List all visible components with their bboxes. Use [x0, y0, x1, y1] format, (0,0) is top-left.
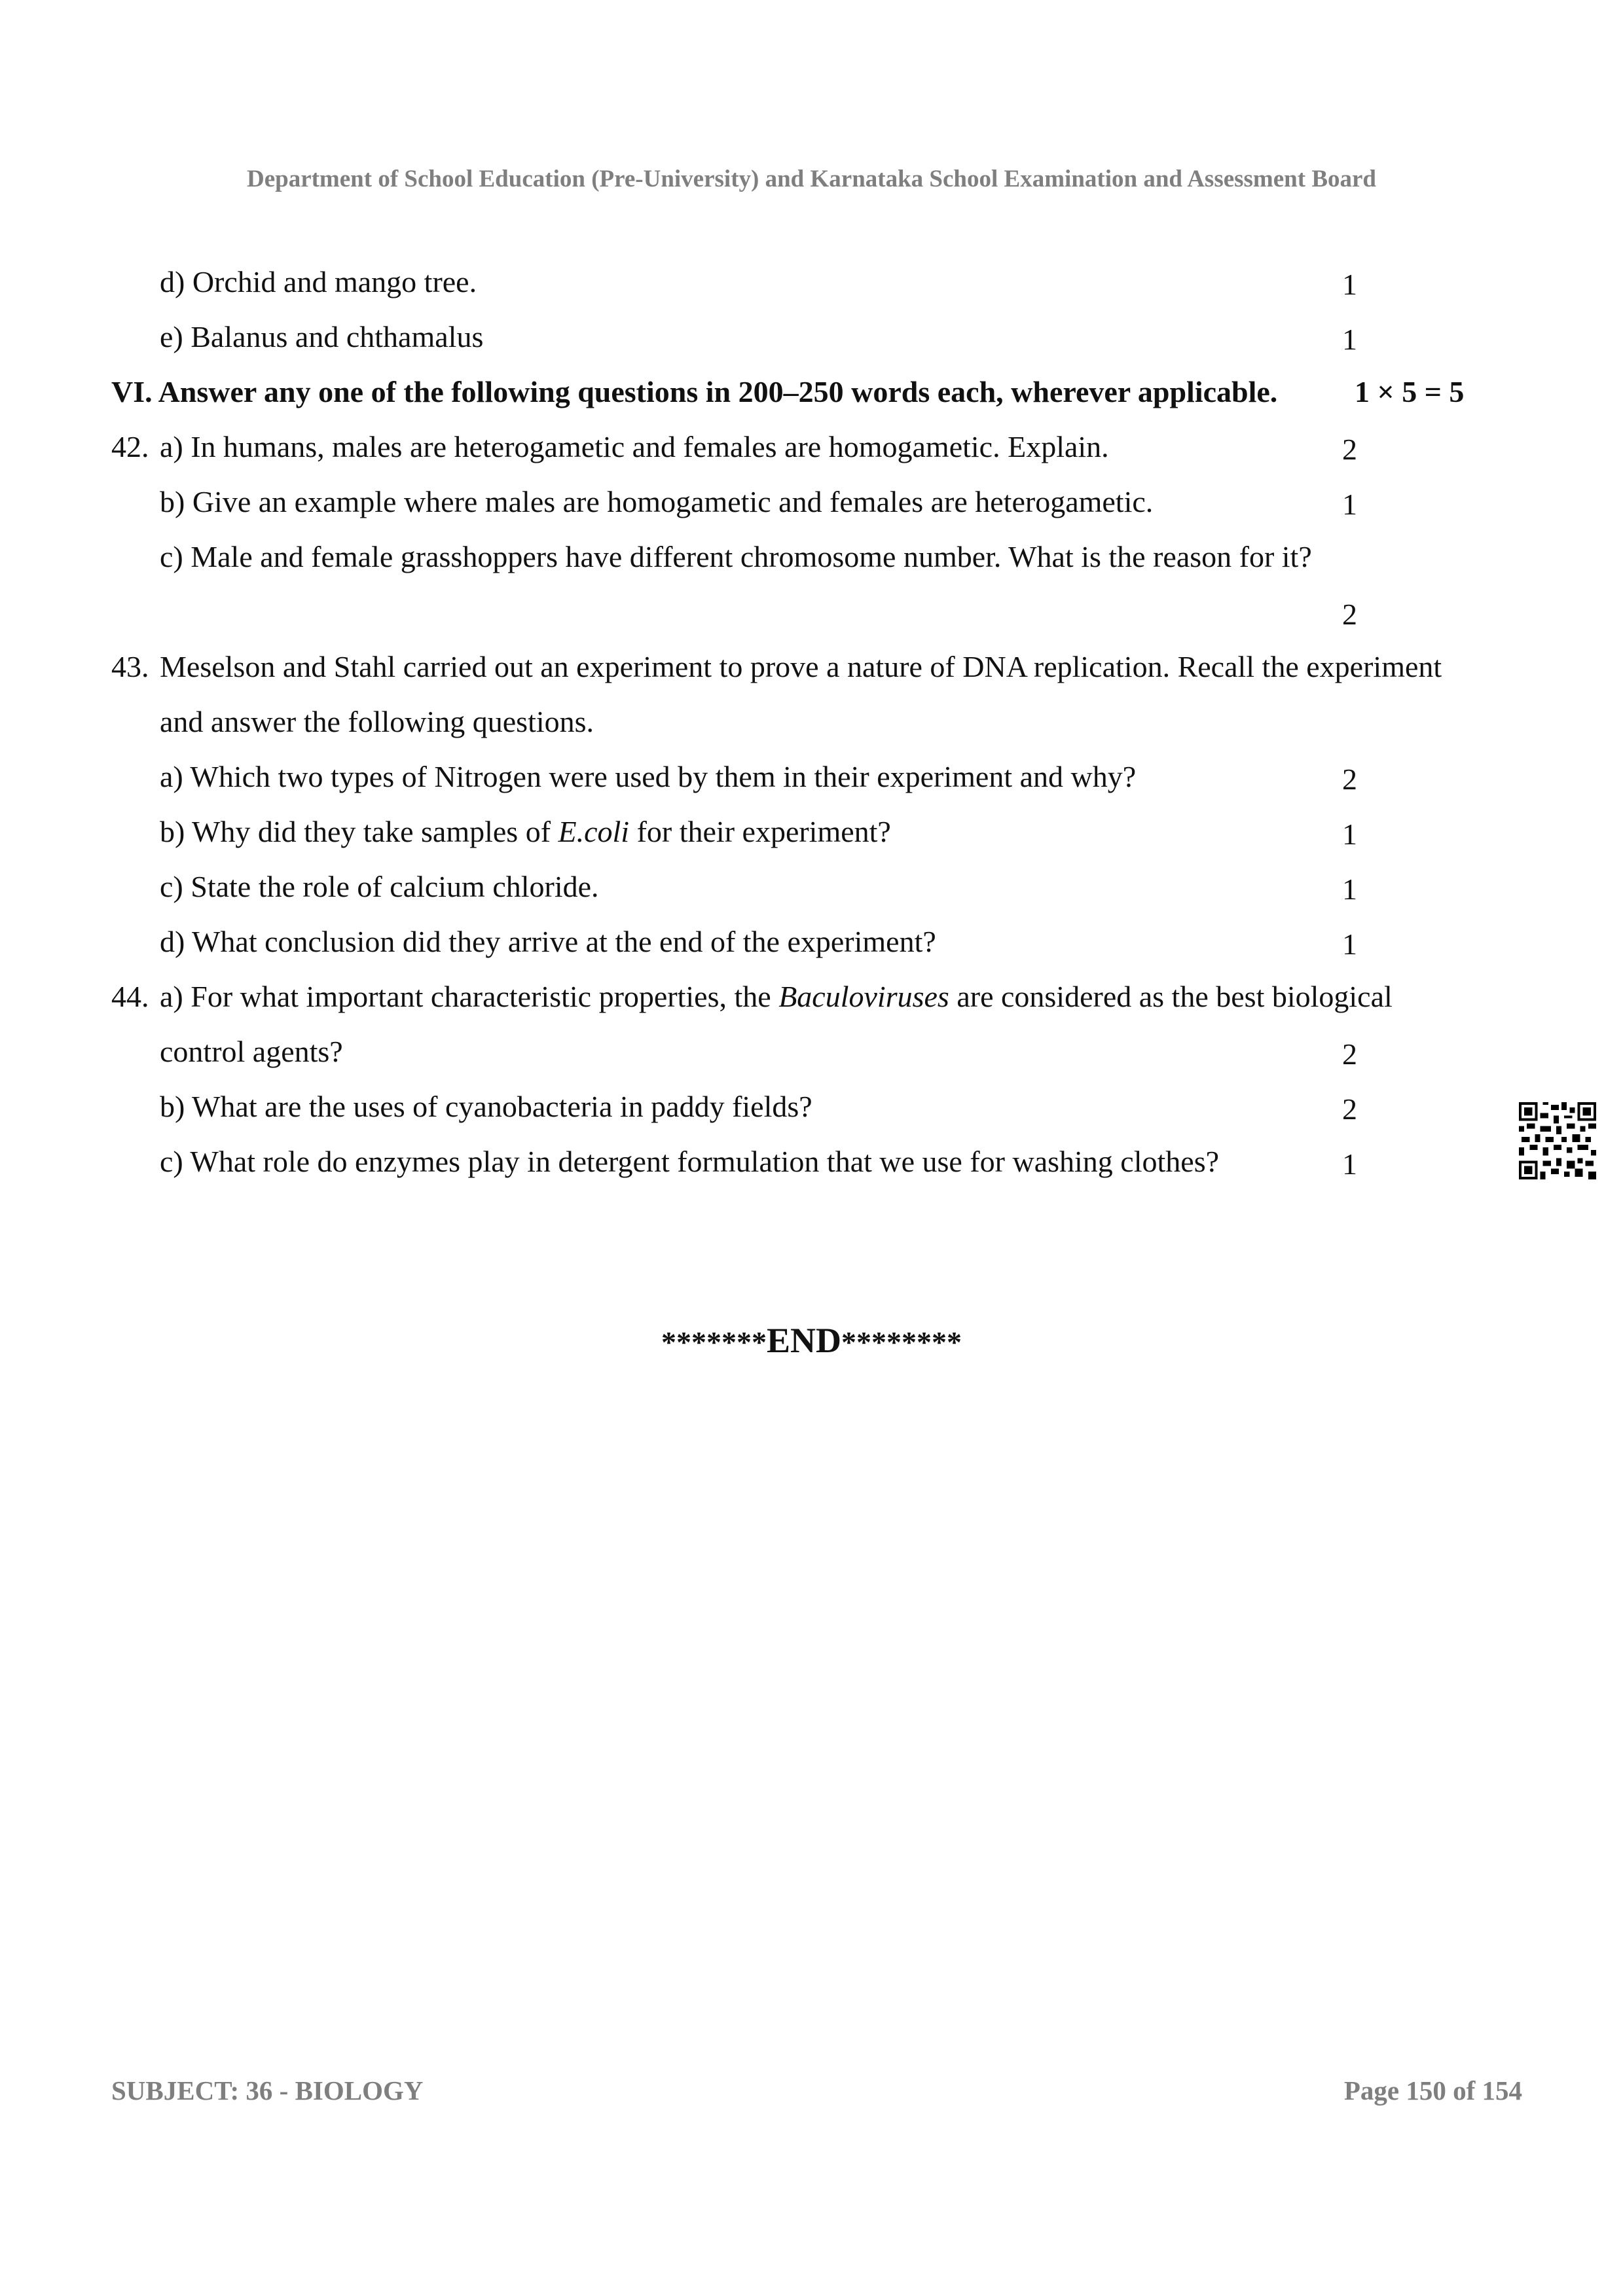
page-header: Department of School Education (Pre-University) and Karnataka School Examination and Assessment Board: [246, 166, 1377, 192]
qr-code-icon: [1519, 1102, 1596, 1179]
q44-a-italic: Baculoviruses: [778, 980, 949, 1013]
q42-c-mark: 2: [1342, 598, 1357, 631]
q44-a-continuation: control agents?: [160, 1035, 343, 1068]
section-heading: VI. Answer any one of the following questions in 200–250 words each, wherever applicable.: [111, 375, 1278, 408]
q42-c: c) Male and female grasshoppers have different chromosome number. What is the reason for it?: [160, 540, 1312, 573]
q44-b-mark: 2: [1342, 1092, 1357, 1126]
q44-c: c) What role do enzymes play in detergent formulation that we use for washing clothes?: [160, 1145, 1220, 1178]
q44-a-post: are considered as the best biological: [949, 980, 1393, 1013]
q42-b: b) Give an example where males are homogametic and females are heterogametic.: [160, 485, 1154, 518]
q43-b-italic: E.coli: [558, 815, 630, 848]
q43-b: [160, 817, 891, 847]
q44-c-mark: 1: [1342, 1147, 1357, 1181]
q43-b-post: for their experiment?: [629, 815, 891, 848]
q44-number: 44.: [111, 980, 149, 1013]
prev-item-d-mark: 1: [1342, 268, 1357, 301]
q43-d-mark: 1: [1342, 927, 1357, 961]
q42-b-mark: 1: [1342, 488, 1357, 521]
q43-d: d) What conclusion did they arrive at the end of the experiment?: [160, 925, 936, 958]
q43-b-mark: 1: [1342, 817, 1357, 851]
q43-a-mark: 2: [1342, 762, 1357, 796]
q42-number: 42.: [111, 430, 149, 463]
prev-item-d: d) Orchid and mango tree.: [160, 265, 477, 298]
q43-intro-line1: Meselson and Stahl carried out an experiment to prove a nature of DNA replication. Recall the experiment: [160, 650, 1442, 683]
prev-item-e-mark: 1: [1342, 323, 1357, 356]
prev-item-e: e) Balanus and chthamalus: [160, 320, 484, 353]
q44-a: [160, 982, 1393, 1012]
q43-a: a) Which two types of Nitrogen were used by them in their experiment and why?: [160, 760, 1137, 793]
q43-number: 43.: [111, 650, 149, 683]
q44-a-mark: 2: [1342, 1037, 1357, 1071]
q44-b: b) What are the uses of cyanobacteria in paddy fields?: [160, 1090, 812, 1123]
q44-a-pre: a) For what important characteristic properties, the: [160, 980, 779, 1013]
q43-c-mark: 1: [1342, 872, 1357, 906]
end-marker: [0, 1320, 1623, 1361]
q43-intro-line2: and answer the following questions.: [160, 705, 594, 738]
section-marks: 1 × 5 = 5: [1355, 375, 1465, 408]
q42-a-mark: 2: [1342, 433, 1357, 466]
footer-subject: SUBJECT: 36 - BIOLOGY: [111, 2075, 424, 2106]
q43-c: c) State the role of calcium chloride.: [160, 870, 599, 903]
end-stars-right: ********: [841, 1325, 962, 1359]
end-stars-left: *******: [661, 1325, 767, 1359]
q42-a: a) In humans, males are heterogametic and females are homogametic. Explain.: [160, 430, 1109, 463]
end-word: END: [766, 1321, 841, 1360]
q43-b-pre: b) Why did they take samples of: [160, 815, 558, 848]
footer-page-number: Page 150 of 154: [1343, 2075, 1522, 2106]
